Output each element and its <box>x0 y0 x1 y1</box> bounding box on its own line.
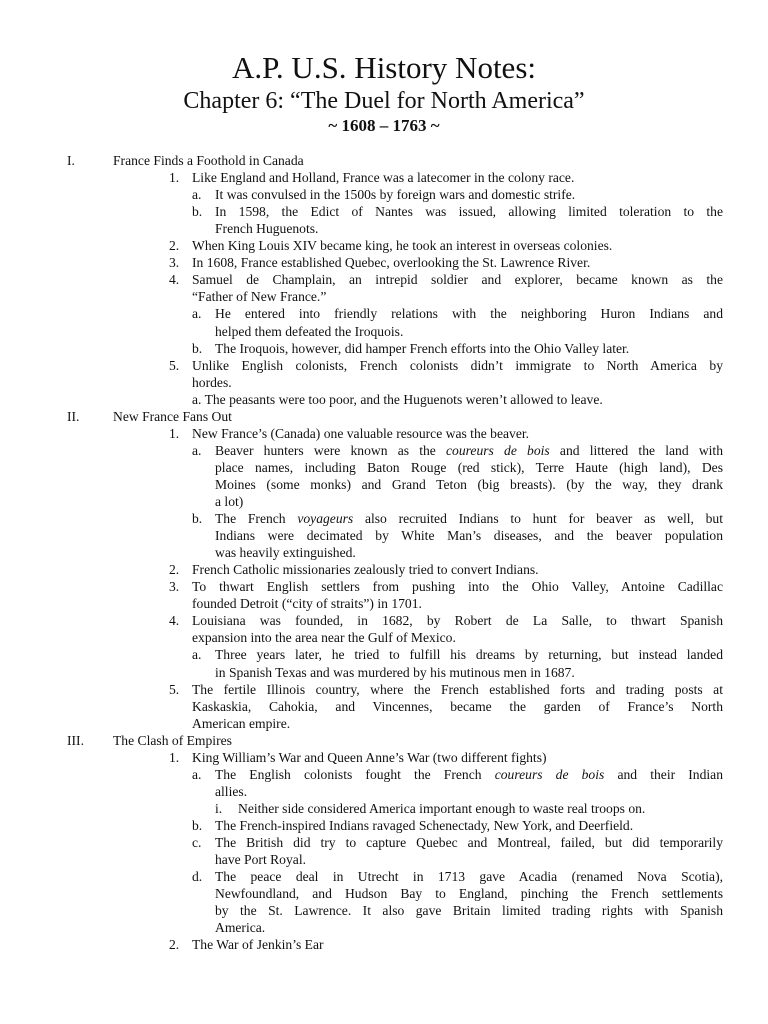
outline-text: allies. <box>215 783 248 799</box>
outline-text: Unlike English colonists, French colonists didn’t immigrate to North America by <box>192 357 723 373</box>
outline-marker: a. <box>192 306 202 322</box>
outline-text: Kaskaskia, Cahokia, and Vincennes, became the garden of France’s North <box>192 698 723 714</box>
outline-marker: b. <box>192 204 203 220</box>
outline-marker: 1. <box>169 170 180 186</box>
outline-text: He entered into friendly relations with the neighboring Huron Indians and <box>215 306 723 322</box>
outline-text: In 1598, the Edict of Nantes was issued, allowing limited toleration to the <box>215 204 723 220</box>
outline-marker: a. <box>192 442 202 458</box>
section-heading: New France Fans Out <box>113 408 232 424</box>
chapter-subtitle: Chapter 6: “The Duel for North America” <box>183 88 585 114</box>
outline-text: In 1608, France established Quebec, overlooking the St. Lawrence River. <box>192 255 591 271</box>
outline-text: It was convulsed in the 1500s by foreign wars and domestic strife. <box>215 187 576 203</box>
outline-marker: 5. <box>169 357 180 373</box>
outline-text: French Catholic missionaries zealously tried to convert Indians. <box>192 562 539 578</box>
outline-text: King William’s War and Queen Anne’s War (two different fights) <box>192 749 547 765</box>
date-range: ~ 1608 – 1763 ~ <box>328 116 440 135</box>
outline-marker: II. <box>67 408 80 424</box>
section-heading: The Clash of Empires <box>113 732 232 748</box>
outline-marker: 3. <box>169 255 180 271</box>
outline-marker: 1. <box>169 425 180 441</box>
outline-text: To thwart English settlers from pushing into the Ohio Valley, Antoine Cadillac <box>192 579 723 595</box>
outline-text: place names, including Baton Rouge (red stick), Terre Haute (high land), Des <box>215 459 723 475</box>
outline-text: Moines (some monks) and Grand Teton (big breasts). (by the way, they drank <box>215 476 723 492</box>
outline-text: Like England and Holland, France was a latecomer in the colony race. <box>192 170 575 186</box>
outline-text: The peace deal in Utrecht in 1713 gave Acadia (renamed Nova Scotia), <box>215 869 723 885</box>
outline-marker: 2. <box>169 937 180 953</box>
outline-text: The Iroquois, however, did hamper French efforts into the Ohio Valley later. <box>215 340 630 356</box>
outline-text: Newfoundland, and Hudson Bay to England, pinching the French settlements <box>215 886 723 902</box>
outline-text: Three years later, he tried to fulfill his dreams by returning, but instead landed <box>215 647 723 663</box>
outline-text: have Port Royal. <box>215 852 306 868</box>
outline-text: “Father of New France.” <box>192 289 327 305</box>
outline-marker: 3. <box>169 579 180 595</box>
outline-text: expansion into the area near the Gulf of Mexico. <box>192 630 456 646</box>
outline-text: The English colonists fought the French coureurs de bois and their Indian <box>215 766 723 782</box>
outline-text: The French voyageurs also recruited Indians to hunt for beaver as well, but <box>215 511 723 527</box>
outline-marker: i. <box>215 800 223 816</box>
outline-marker: b. <box>192 511 203 527</box>
outline-text: Neither side considered America important enough to waste real troops on. <box>238 800 646 816</box>
outline-marker: 5. <box>169 681 180 697</box>
outline-marker: b. <box>192 340 203 356</box>
outline-text: a. The peasants were too poor, and the Huguenots weren’t allowed to leave. <box>192 391 603 407</box>
outline-text: founded Detroit (“city of straits”) in 1701. <box>192 596 422 612</box>
outline-marker: I. <box>67 153 75 168</box>
outline-text: The British did try to capture Quebec and Montreal, failed, but did temporarily <box>215 835 723 850</box>
outline-text: helped them defeated the Iroquois. <box>215 323 404 339</box>
outline-marker: 2. <box>169 562 180 578</box>
outline-marker: a. <box>192 766 202 782</box>
outline-text: New France’s (Canada) one valuable resource was the beaver. <box>192 425 530 441</box>
outline-marker: d. <box>192 869 203 885</box>
outline-marker: c. <box>192 835 202 850</box>
section-heading: France Finds a Foothold in Canada <box>113 153 304 168</box>
outline-text: America. <box>215 920 266 936</box>
outline-text: in Spanish Texas and was murdered by his mutinous men in 1687. <box>215 664 575 680</box>
outline-marker: 4. <box>169 272 180 288</box>
outline-marker: a. <box>192 647 202 663</box>
outline-text: American empire. <box>192 715 291 731</box>
outline-text: Louisiana was founded, in 1682, by Robert de La Salle, to thwart Spanish <box>192 613 723 629</box>
outline-marker: b. <box>192 817 203 833</box>
outline-marker: a. <box>192 187 202 203</box>
outline-text: When King Louis XIV became king, he took an interest in overseas colonies. <box>192 238 613 254</box>
outline-marker: 1. <box>169 749 180 765</box>
outline-text: a lot) <box>215 494 244 509</box>
outline-text: by the St. Lawrence. It also gave Britain limited trading rights with Spanish <box>215 903 723 919</box>
outline-text: French Huguenots. <box>215 221 319 237</box>
outline-text: hordes. <box>192 374 232 390</box>
outline-marker: III. <box>67 732 84 748</box>
outline-text: Indians were decimated by White Man’s diseases, and the beaver population <box>215 528 723 544</box>
outline-marker: 4. <box>169 613 180 629</box>
outline-marker: 2. <box>169 238 180 254</box>
outline-text: was heavily extinguished. <box>215 545 356 561</box>
outline-text: Beaver hunters were known as the coureurs de bois and littered the land with <box>215 442 723 458</box>
page-title: A.P. U.S. History Notes: <box>231 50 536 85</box>
outline-text: The War of Jenkin’s Ear <box>192 937 324 953</box>
outline-text: The fertile Illinois country, where the French established forts and trading posts at <box>192 681 723 697</box>
outline-text: Samuel de Champlain, an intrepid soldier and explorer, became known as the <box>192 272 723 288</box>
outline-text: The French-inspired Indians ravaged Schenectady, New York, and Deerfield. <box>215 817 634 833</box>
